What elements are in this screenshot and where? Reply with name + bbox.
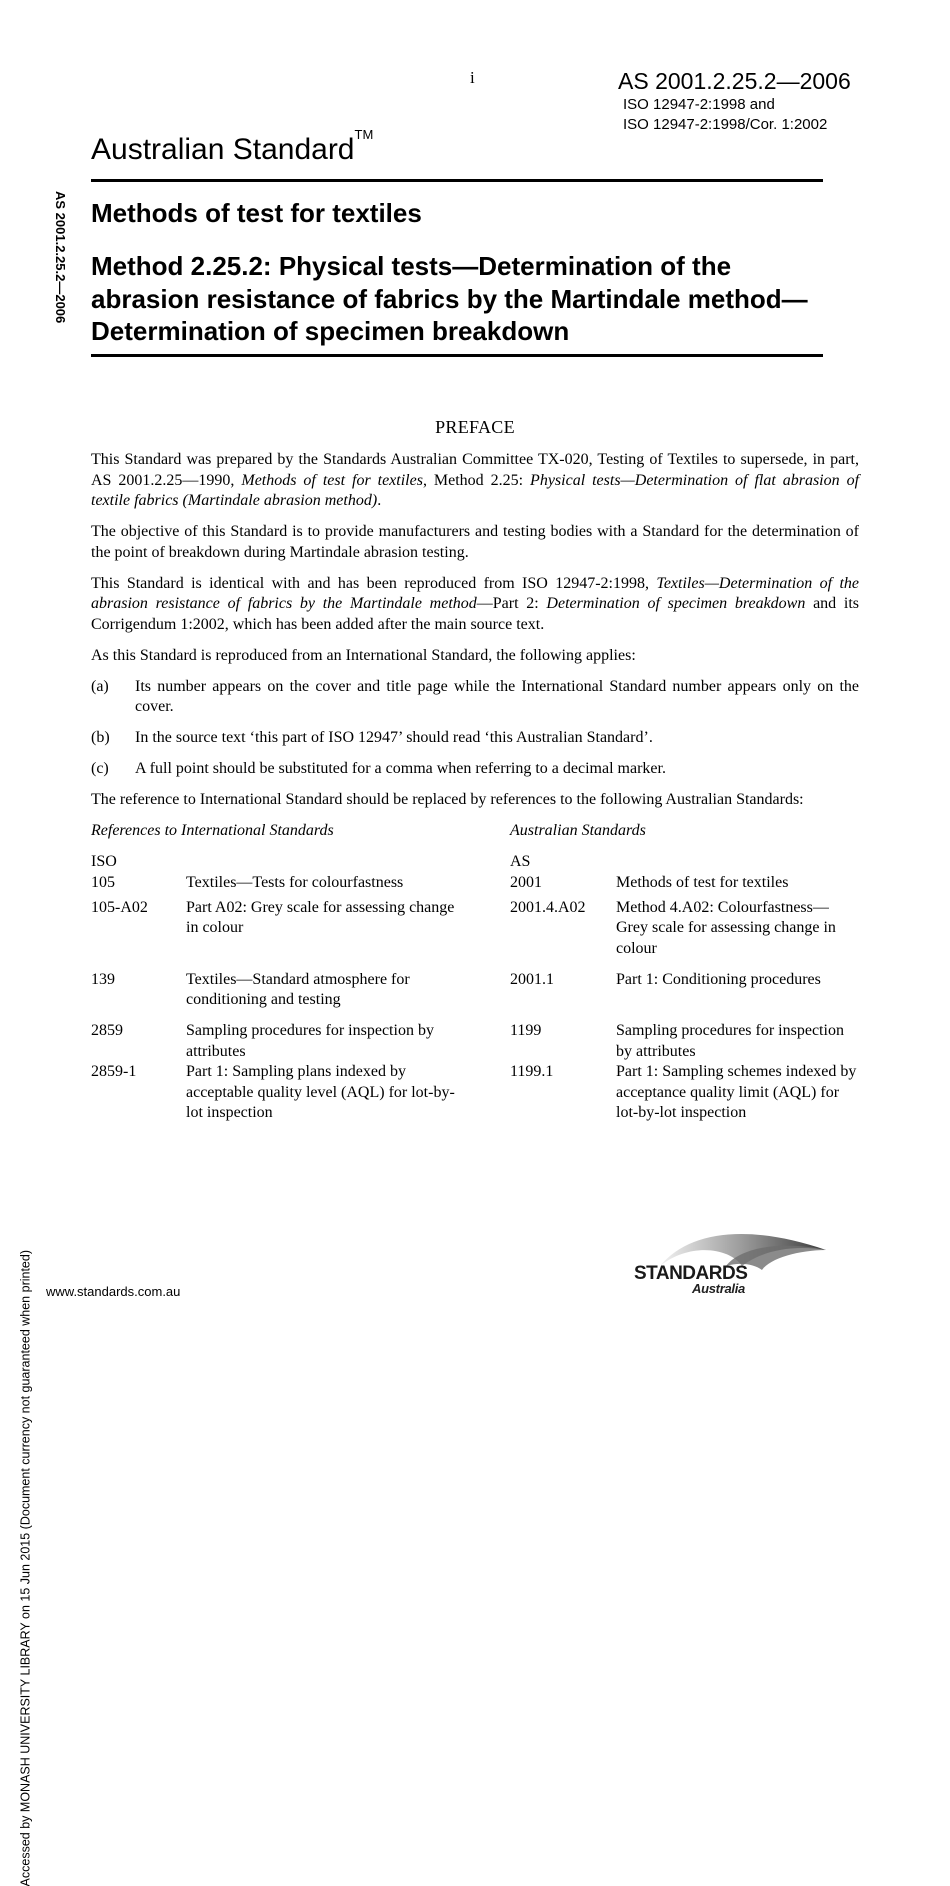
preface-heading: PREFACE: [435, 417, 515, 437]
table-row: [91, 970, 859, 1011]
list-item: [91, 759, 859, 780]
table-row: [91, 898, 859, 960]
standards-australia-logo: [630, 1226, 830, 1298]
title-rule-bottom: [91, 354, 823, 357]
table-row: [91, 873, 859, 894]
iso-title: Textiles—Tests for colourfastness: [186, 873, 404, 891]
references-heading-row: [91, 821, 859, 842]
as-label: AS: [510, 853, 531, 870]
side-standard-code: [53, 191, 69, 351]
iso-title: Textiles—Standard atmosphere for conditioning and testing: [186, 970, 410, 1008]
iso-title: Part A02: Grey scale for assessing change in colour: [186, 898, 455, 936]
preface-body: [91, 450, 859, 1144]
table-row: [91, 1062, 859, 1144]
page-number: i: [470, 68, 475, 87]
access-notice-text: Accessed by MONASH UNIVERSITY LIBRARY on 15 Jun 2015 (Document currency not guaranteed when printed): [18, 1250, 32, 1886]
website-url: www.standards.com.au: [46, 1284, 181, 1299]
iso-title: Sampling procedures for inspection by attributes: [186, 1022, 434, 1060]
international-references-heading: References to International Standards: [91, 822, 334, 839]
references-label-row: [91, 852, 859, 873]
iso-corrigendum-reference: ISO 12947-2:1998/Cor. 1:2002: [623, 116, 828, 133]
method-title: Method 2.25.2: Physical tests—Determination of the abrasion resistance of fabrics by the Martindale method—Determination of specimen breakdown: [91, 251, 808, 346]
list-item: [91, 728, 859, 749]
list-marker: (b): [91, 729, 110, 746]
access-notice: [14, 600, 32, 1886]
table-row: [91, 1021, 859, 1062]
side-code-text: AS 2001.2.25.2—2006: [53, 191, 68, 324]
preface-paragraph-3: This Standard is identical with and has been reproduced from ISO 12947-2:1998, Textiles—Determination of the abrasion resistance of fabrics by the Martindale method—Part 2: Determination of specimen breakdown and its Corrigendum 1:2002, which has been added after the main source text.: [91, 574, 859, 633]
as-title: Method 4.A02: Colourfastness—Grey scale for assessing change in colour: [616, 898, 836, 957]
as-title: Part 1: Sampling schemes indexed by acceptance quality limit (AQL) for lot-by-lot inspection: [616, 1063, 857, 1121]
iso-number: 2859: [91, 1022, 123, 1039]
logo-wordmark: STANDARDS: [634, 1263, 748, 1284]
iso-title: Part 1: Sampling plans indexed by acceptable quality level (AQL) for lot-by-lot inspection: [186, 1063, 455, 1121]
as-title: Sampling procedures for inspection by attributes: [616, 1022, 844, 1060]
iso-label: ISO: [91, 853, 117, 870]
logo-subtitle: Australia: [692, 1281, 745, 1296]
list-marker: (a): [91, 677, 109, 695]
list-marker: (c): [91, 760, 109, 777]
iso-number: 2859-1: [91, 1063, 137, 1080]
as-title: Methods of test for textiles: [616, 873, 789, 891]
title-rule-top: [91, 179, 823, 182]
iso-number: 105-A02: [91, 898, 148, 916]
as-title: Part 1: Conditioning procedures: [616, 970, 821, 988]
list-text: In the source text ‘this part of ISO 12947’ should read ‘this Australian Standard’.: [135, 729, 653, 746]
as-number: 2001.1: [510, 970, 554, 988]
list-text: Its number appears on the cover and title page while the International Standard number appears only on the cover.: [135, 677, 859, 715]
iso-reference: ISO 12947-2:1998 and: [623, 96, 775, 113]
preface-paragraph-1: This Standard was prepared by the Standards Australian Committee TX-020, Testing of Textiles to supersede, in part, AS 2001.2.25—1990, Methods of test for textiles, Method 2.25: Physical tests—Determination of flat abrasion of textile fabrics (Martindale abrasion method).: [91, 451, 860, 509]
series-title: Methods of test for textiles: [91, 198, 422, 228]
preface-paragraph-2: The objective of this Standard is to provide manufacturers and testing bodies with a Standard for the determination of the point of breakdown during Martindale abrasion testing.: [91, 523, 859, 561]
trademark-mark: TM: [354, 127, 374, 142]
preface-paragraph-5: The reference to International Standard should be replaced by references to the following Australian Standards:: [91, 791, 804, 808]
as-number: 2001.4.A02: [510, 898, 586, 916]
preface-paragraph-4: As this Standard is reproduced from an International Standard, the following applies:: [91, 646, 636, 664]
as-number: 2001: [510, 873, 542, 891]
australian-standards-heading: Australian Standards: [510, 822, 646, 839]
list-text: A full point should be substituted for a comma when referring to a decimal marker.: [135, 760, 666, 777]
standard-number: AS 2001.2.25.2—2006: [618, 68, 851, 94]
list-item: [91, 677, 859, 718]
iso-number: 105: [91, 873, 115, 891]
iso-number: 139: [91, 970, 115, 988]
as-number: 1199: [510, 1022, 542, 1039]
brand-text: Australian Standard: [91, 133, 355, 166]
brand-title: [91, 127, 374, 167]
as-number: 1199.1: [510, 1063, 554, 1080]
